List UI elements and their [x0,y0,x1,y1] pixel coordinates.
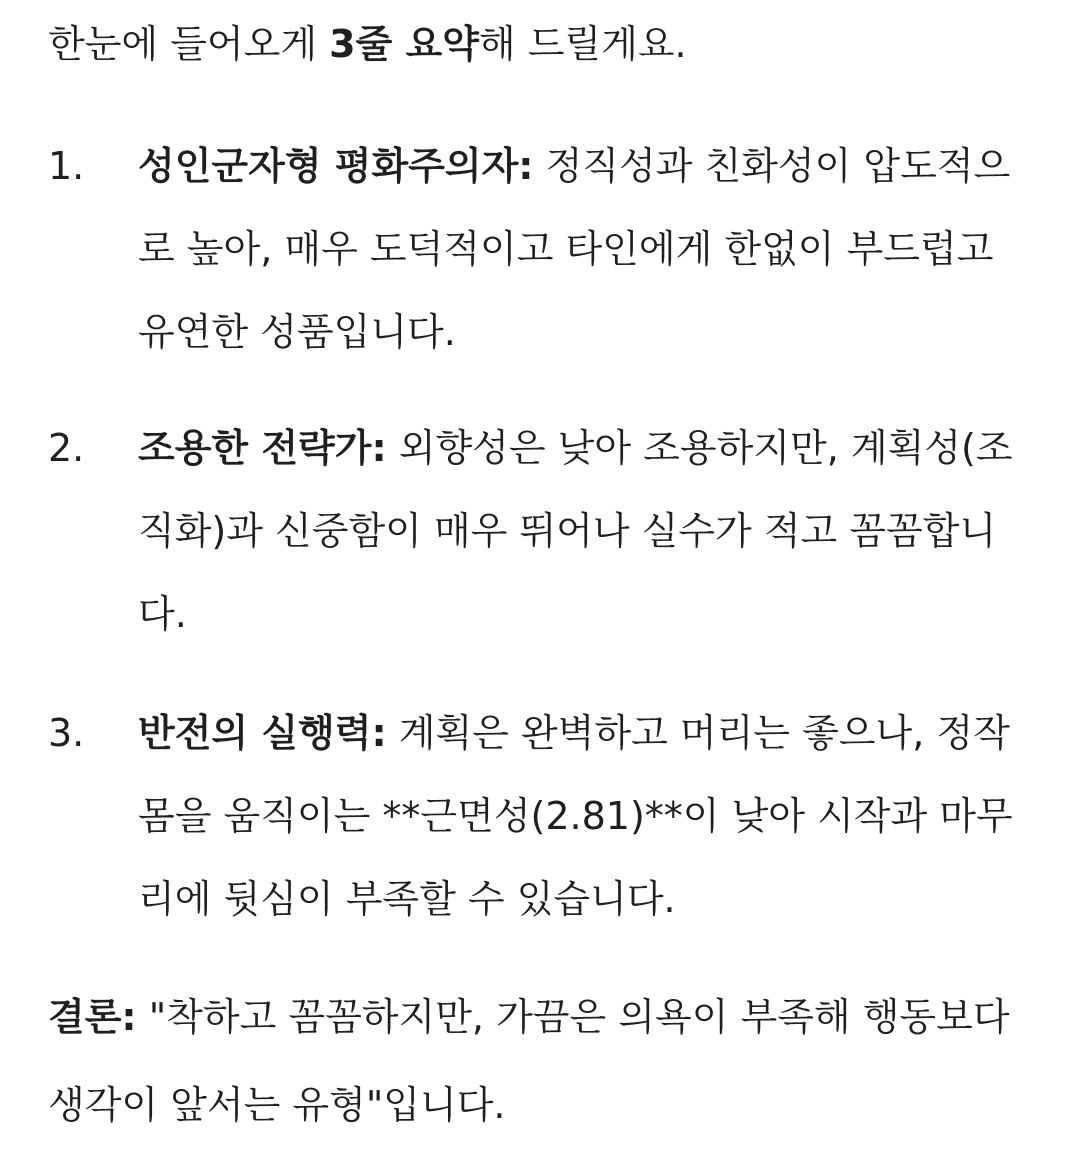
list-item-body: 외향성은 낮아 조용하지만, 계획성(조직화)과 신중함이 매우 뛰어나 실수가 적고 꼼꼼합니다. [138,426,1013,636]
list-item-text [138,692,1028,941]
list-item-text [138,125,1028,374]
list-number: 2. [48,426,85,470]
list-item-title: 반전의 실행력: [138,711,387,755]
intro-suffix: 해 드릴게요. [478,22,687,66]
conclusion-body: "착하고 꼼꼼하지만, 가끔은 의욕이 부족해 행동보다 생각이 앞서는 유형"입니다. [48,995,1010,1127]
list-item-body: 정직성과 친화성이 압도적으로 높아, 매우 도덕적이고 타인에게 한없이 부드럽고 유연한 성품입니다. [138,144,1011,354]
intro-text [48,16,687,72]
intro-prefix: 한눈에 들어오게 [48,22,330,66]
list-number: 1. [48,144,85,188]
list-number: 3. [48,711,85,755]
list-item-title: 성인군자형 평화주의자: [138,144,534,188]
intro-bold: 3줄 요약 [329,22,479,66]
conclusion-label: 결론: [48,995,137,1039]
list-item-title: 조용한 전략가: [138,426,387,470]
list-item-text [138,407,1028,656]
list-item-body: 계획은 완벽하고 머리는 좋으나, 정작 몸을 움직이는 **근면성(2.81)**이 낮아 시작과 마무리에 뒷심이 부족할 수 있습니다. [138,711,1013,921]
conclusion-text [48,973,1038,1149]
